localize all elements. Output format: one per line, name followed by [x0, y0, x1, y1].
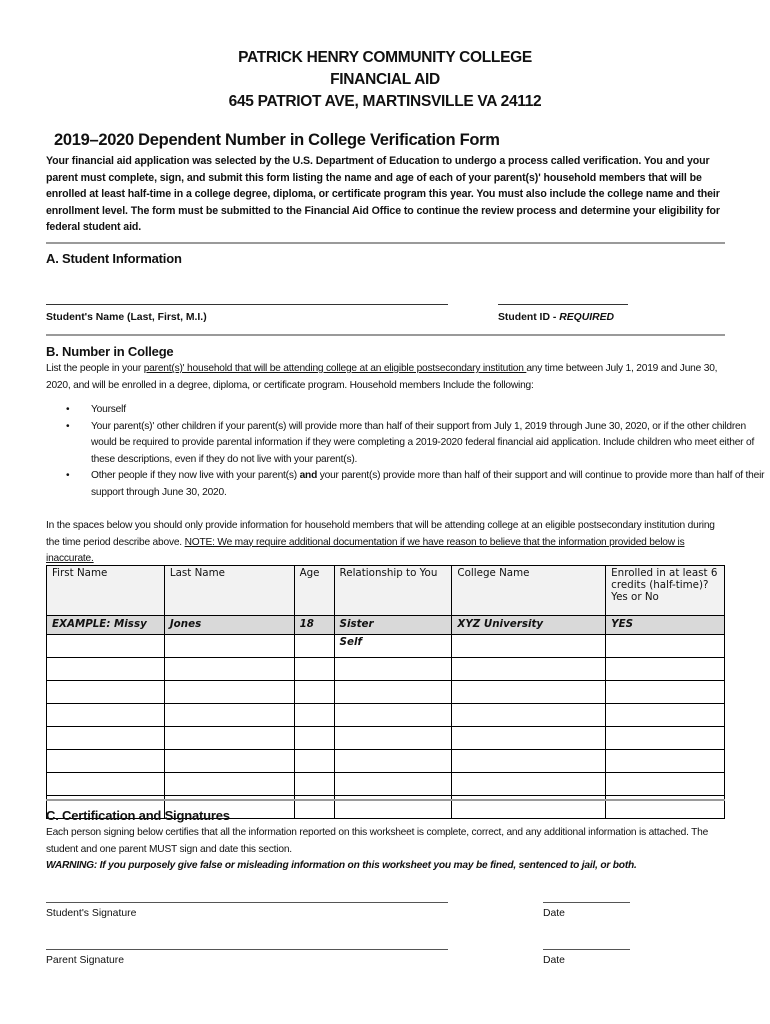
cell-relationship[interactable] — [334, 750, 452, 773]
student-name-field[interactable] — [46, 304, 448, 305]
cell-last[interactable] — [164, 750, 294, 773]
table-row — [47, 704, 725, 727]
cell-relationship[interactable]: Self — [334, 635, 452, 658]
section-divider-b — [46, 334, 725, 336]
section-b-paragraph — [46, 361, 728, 394]
bullet-text: Your parent(s)' other children if your parent(s) will provide more than half of their support from July 1, 2019 through June 30, 2020, or if the other children would be required to provide parental information if they were completing a 2019-2020 federal financial aid application. Include children who meet either of these descriptions, even if they do not live with your parent(s). — [91, 420, 755, 465]
cell-first[interactable] — [47, 635, 165, 658]
example-last: Jones — [164, 616, 294, 635]
parent-signature-field[interactable] — [46, 949, 448, 950]
certification-paragraph — [46, 825, 728, 875]
documentation-note: NOTE: We may require additional documentation if we have reason to believe that the information provided below is inaccurate. — [46, 536, 685, 564]
bullet-text-bold: and — [299, 470, 318, 481]
example-first: EXAMPLE: Missy — [47, 616, 165, 635]
section-divider-c — [46, 799, 725, 801]
cell-enrolled[interactable] — [606, 727, 725, 750]
section-divider-a — [46, 242, 725, 244]
certification-text: Each person signing below certifies that all the information reported on this worksheet is complete, correct, and any additional information is attached. The student and one parent MUST sign and date this section. — [46, 827, 709, 855]
col-last-name: Last Name — [164, 566, 294, 616]
section-b-text-underlined: parent(s)' household that will be attending college at an eligible postsecondary institution — [143, 363, 527, 374]
table-row — [47, 635, 725, 658]
example-college: XYZ University — [452, 616, 606, 635]
parent-signature-label: Parent Signature — [46, 955, 124, 966]
instructions-paragraph — [46, 518, 728, 568]
section-b-text-end: any time between July 1, 2019 and June 30, 2020, and will be enrolled in a degree, diploma, or certificate program. Household members Include the following: — [46, 363, 718, 391]
cell-relationship[interactable] — [334, 773, 452, 796]
required-marker: REQUIRED — [559, 312, 615, 323]
instructions-text: In the spaces below you should only provide information for household members that will be attending college at an eligible postsecondary institution during the time period describe above. — [46, 520, 715, 548]
student-date-label: Date — [543, 908, 565, 919]
table-row — [47, 750, 725, 773]
bullet-icon: • — [66, 420, 70, 432]
cell-relationship[interactable] — [334, 704, 452, 727]
bullet-text-end: your parent(s) provide more than half of their support and will continue to provide more than half of their support through June 30, 2020. — [91, 470, 765, 498]
cell-relationship[interactable] — [334, 727, 452, 750]
cell-last[interactable] — [164, 658, 294, 681]
col-relationship: Relationship to You — [334, 566, 452, 616]
student-id-field[interactable] — [498, 304, 628, 305]
cell-first[interactable] — [47, 750, 165, 773]
cell-college[interactable] — [452, 635, 606, 658]
example-age: 18 — [294, 616, 334, 635]
col-age: Age — [294, 566, 334, 616]
student-id-label — [498, 312, 614, 323]
cell-college[interactable] — [452, 727, 606, 750]
cell-enrolled[interactable] — [606, 750, 725, 773]
list-item — [66, 468, 770, 501]
bullet-icon: • — [66, 404, 70, 415]
section-c-title: C. Certification and Signatures — [46, 808, 230, 823]
household-members-list — [46, 402, 770, 501]
section-b-text-start: List the people in your — [46, 363, 144, 374]
cell-enrolled[interactable] — [606, 681, 725, 704]
cell-college[interactable] — [452, 681, 606, 704]
cell-college[interactable] — [452, 773, 606, 796]
cell-age[interactable] — [294, 681, 334, 704]
col-first-name: First Name — [47, 566, 165, 616]
college-address: 645 PATRIOT AVE, MARTINSVILLE VA 24112 — [228, 93, 542, 110]
col-enrolled: Enrolled in at least 6 credits (half-time)? Yes or No — [606, 566, 725, 616]
parent-date-field[interactable] — [543, 949, 630, 950]
cell-age[interactable] — [294, 750, 334, 773]
student-date-field[interactable] — [543, 902, 630, 903]
example-relationship: Sister — [334, 616, 452, 635]
cell-last[interactable] — [164, 704, 294, 727]
cell-last[interactable] — [164, 635, 294, 658]
list-item — [66, 419, 770, 469]
college-name: PATRICK HENRY COMMUNITY COLLEGE — [238, 49, 532, 66]
cell-first[interactable] — [47, 727, 165, 750]
list-item — [66, 402, 770, 419]
section-b-title: B. Number in College — [46, 344, 174, 359]
cell-enrolled[interactable] — [606, 704, 725, 727]
parent-date-label: Date — [543, 955, 565, 966]
bullet-icon: • — [66, 470, 70, 481]
cell-first[interactable] — [47, 658, 165, 681]
student-signature-field[interactable] — [46, 902, 448, 903]
cell-college[interactable] — [452, 750, 606, 773]
col-college-name: College Name — [452, 566, 606, 616]
example-enrolled: YES — [606, 616, 725, 635]
cell-first[interactable] — [47, 773, 165, 796]
cell-age[interactable] — [294, 773, 334, 796]
example-row — [47, 616, 725, 635]
intro-paragraph: Your financial aid application was selected by the U.S. Department of Education to undergo a process called verification. You and your parent must complete, sign, and submit this form listing the name and age of each of your parent(s)' household members that will be enrolled at least half-time in a college degree, diploma, or certificate program this year. You must also include the college name and their enrollment level. The form must be submitted to the Financial Aid Office to continue the review process and determine your eligibility for federal student aid. — [46, 155, 720, 234]
office-name: FINANCIAL AID — [330, 71, 440, 88]
table-row — [47, 658, 725, 681]
warning-text: WARNING: If you purposely give false or misleading information on this worksheet you may be fined, sentenced to jail, or both. — [46, 860, 637, 871]
cell-enrolled[interactable] — [606, 635, 725, 658]
student-name-label: Student's Name (Last, First, M.I.) — [46, 312, 207, 323]
cell-first[interactable] — [47, 681, 165, 704]
cell-college[interactable] — [452, 658, 606, 681]
table-row — [47, 773, 725, 796]
household-table — [46, 565, 725, 819]
cell-enrolled[interactable] — [606, 773, 725, 796]
cell-relationship[interactable] — [334, 658, 452, 681]
cell-college[interactable] — [452, 704, 606, 727]
bullet-text: Yourself — [91, 404, 126, 415]
cell-age[interactable] — [294, 727, 334, 750]
cell-relationship[interactable] — [334, 681, 452, 704]
cell-first[interactable] — [47, 704, 165, 727]
student-id-label-text: Student ID - — [498, 312, 560, 323]
section-a-title: A. Student Information — [46, 251, 182, 266]
form-title: 2019–2020 Dependent Number in College Verification Form — [54, 131, 500, 149]
table-row — [47, 681, 725, 704]
cell-age[interactable] — [294, 704, 334, 727]
cell-age[interactable] — [294, 658, 334, 681]
bullet-text-start: Other people if they now live with your parent(s) — [91, 470, 300, 481]
table-header-row — [47, 566, 725, 616]
cell-age[interactable] — [294, 635, 334, 658]
table-row — [47, 727, 725, 750]
cell-last[interactable] — [164, 681, 294, 704]
cell-last[interactable] — [164, 727, 294, 750]
cell-enrolled[interactable] — [606, 658, 725, 681]
cell-last[interactable] — [164, 773, 294, 796]
student-signature-label: Student's Signature — [46, 908, 137, 919]
